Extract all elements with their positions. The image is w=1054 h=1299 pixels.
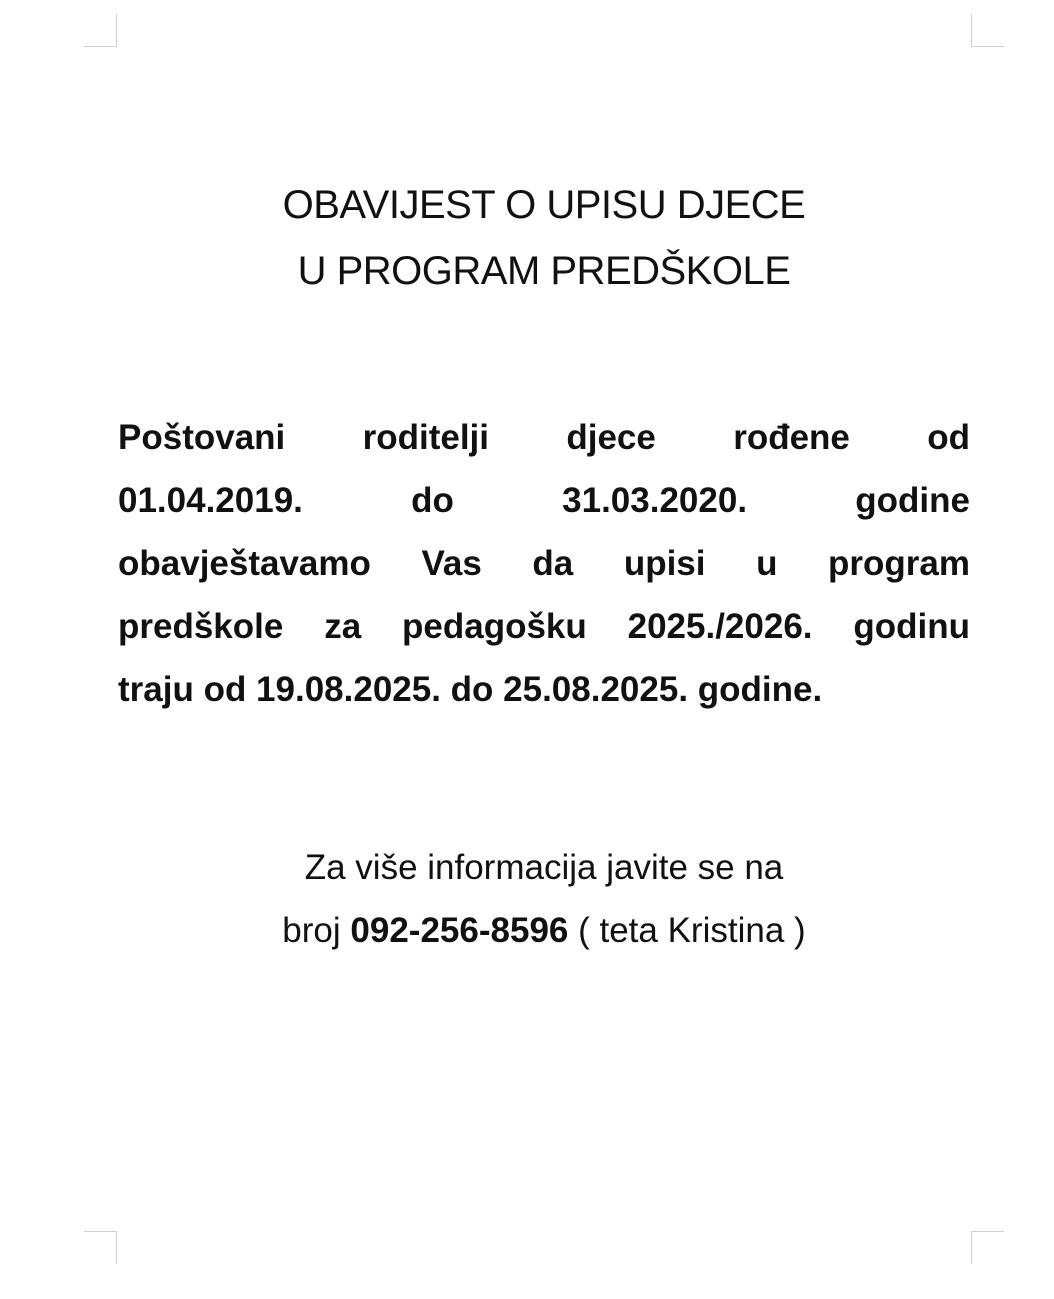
contact-person: ( teta Kristina )	[578, 911, 806, 950]
contact-line-2	[118, 899, 970, 962]
body-line-4: predškole za pedagošku 2025./2026. godinu	[118, 607, 970, 646]
contact-line-1: Za više informacija javite se na	[304, 848, 784, 887]
crop-mark-bottom-right	[971, 1231, 1004, 1264]
notice-body	[118, 406, 970, 721]
notice-title	[118, 172, 970, 304]
crop-mark-bottom-left	[84, 1231, 117, 1264]
crop-mark-top-left	[84, 14, 117, 47]
body-line-3: obavještavamo Vas da upisi u program	[118, 544, 970, 583]
body-line-1: Poštovani roditelji djece rođene od	[118, 418, 970, 457]
contact-info	[118, 836, 970, 962]
body-line-2: 01.04.2019. do 31.03.2020. godine	[118, 481, 970, 520]
phone-number: 092-256-8596	[350, 911, 569, 950]
crop-mark-top-right	[971, 14, 1004, 47]
title-line-1: OBAVIJEST O UPISU DJECE	[282, 183, 806, 227]
title-line-2: U PROGRAM PREDŠKOLE	[297, 249, 791, 293]
body-line-5: traju od 19.08.2025. do 25.08.2025. godine.	[118, 670, 823, 709]
contact-prefix: broj	[282, 911, 341, 950]
